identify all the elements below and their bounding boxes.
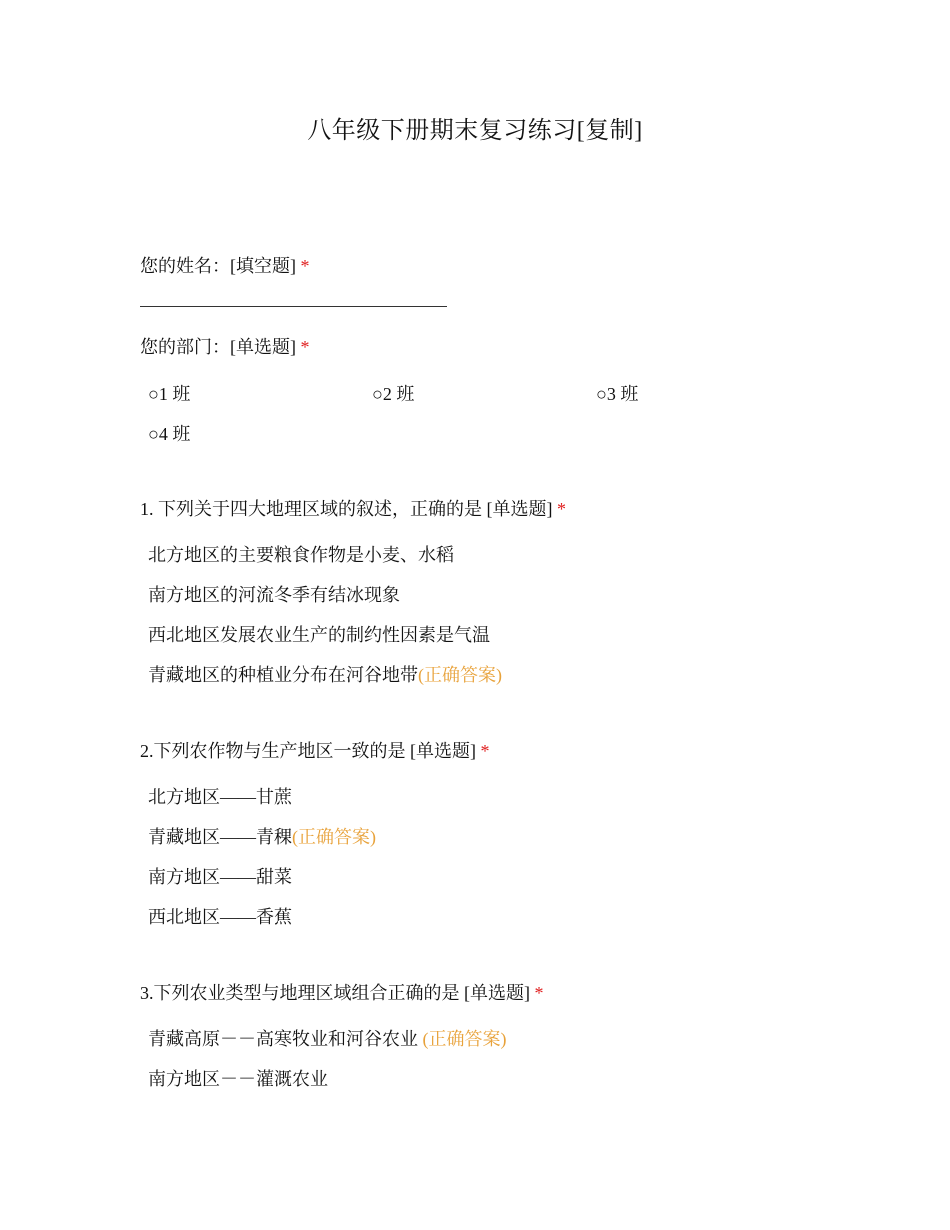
name-fill-blank[interactable] (140, 306, 447, 307)
q1-option-b[interactable]: 南方地区的河流冬季有结冰现象 (148, 585, 400, 605)
question-text: 1. 下列关于四大地理区域的叙述，正确的是 (140, 499, 482, 519)
required-star: * (300, 256, 310, 276)
option-label: 青藏地区——青稞 (148, 827, 292, 847)
q1-option-a[interactable]: 北方地区的主要粮食作物是小麦、水稻 (148, 545, 454, 565)
department-option-1[interactable]: ○1 班 (148, 384, 191, 404)
question-type: [单选题] (464, 983, 530, 1003)
department-option-4[interactable]: ○4 班 (148, 424, 191, 444)
question-type: [单选题] (410, 741, 476, 761)
q3-option-a[interactable] (148, 1025, 507, 1051)
survey-title: 八年级下册期末复习练习[复制] (307, 118, 643, 144)
question-type: [单选题] (486, 499, 553, 519)
question-text: 2.下列农作物与生产地区一致的是 (140, 741, 406, 761)
option-label: 青藏地区的种植业分布在河谷地带 (148, 665, 418, 685)
q3-option-b[interactable]: 南方地区－－灌溉农业 (148, 1069, 328, 1089)
question-department (140, 333, 310, 359)
question-type: [填空题] (230, 256, 296, 276)
required-star: * (480, 741, 490, 761)
required-star: * (557, 499, 566, 519)
question-text: 您的部门： (140, 337, 230, 357)
correct-answer-note: (正确答案) (292, 827, 376, 847)
question-3 (140, 979, 544, 1005)
option-label: 青藏高原－－高寒牧业和河谷农业 (148, 1029, 423, 1049)
question-type: [单选题] (230, 337, 296, 357)
department-option-2[interactable]: ○2 班 (372, 384, 415, 404)
question-text: 您的姓名： (140, 256, 230, 276)
correct-answer-note: (正确答案) (422, 1029, 507, 1049)
question-text: 3.下列农业类型与地理区域组合正确的是 (140, 983, 460, 1003)
correct-answer-note: (正确答案) (418, 665, 502, 685)
q2-option-b[interactable] (148, 823, 376, 849)
q1-option-d[interactable] (148, 661, 502, 687)
q2-option-c[interactable]: 南方地区——甜菜 (148, 867, 292, 887)
q1-option-c[interactable]: 西北地区发展农业生产的制约性因素是气温 (148, 625, 490, 645)
department-option-3[interactable]: ○3 班 (596, 384, 639, 404)
question-1 (140, 495, 566, 521)
required-star: * (534, 983, 544, 1003)
question-2 (140, 737, 490, 763)
q2-option-d[interactable]: 西北地区——香蕉 (148, 907, 292, 927)
required-star: * (300, 337, 310, 357)
q2-option-a[interactable]: 北方地区——甘蔗 (148, 787, 292, 807)
question-name (140, 252, 310, 278)
